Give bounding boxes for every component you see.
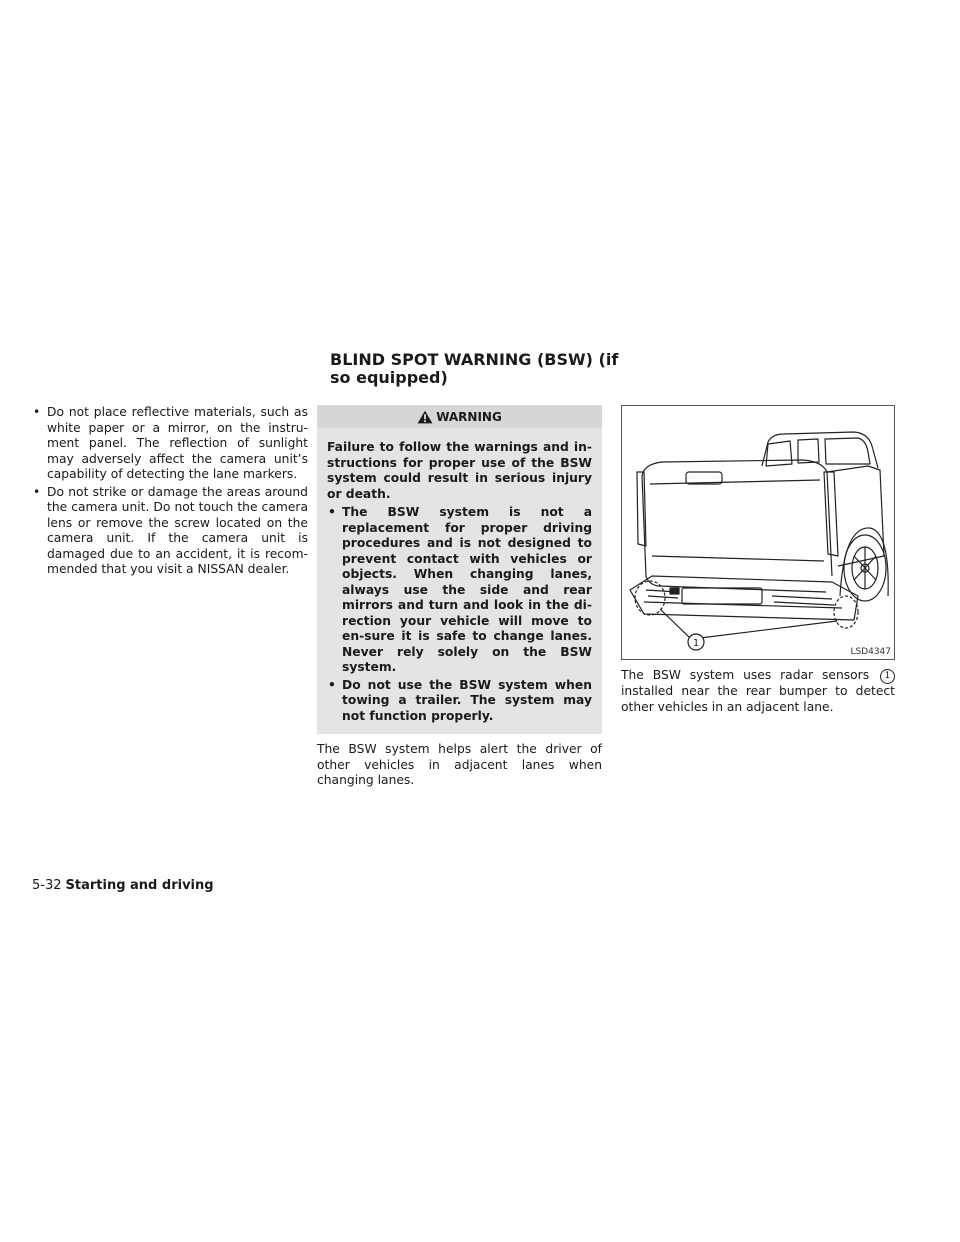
list-item: • Do not use the BSW system when towing a trailer. The system may not function properly. [327, 678, 592, 725]
middle-column [317, 405, 602, 789]
warning-header [317, 405, 602, 428]
page-footer [32, 878, 214, 893]
right-column [621, 405, 895, 715]
sensor-text-before: The BSW system uses radar sensors [621, 668, 870, 682]
warning-label: WARNING [436, 410, 502, 424]
list-item: • The BSW system is not a replacement for proper driving procedures and is not designed to prevent contact with vehicles or objects. When changing lanes, always use the side and rear mirrors and turn and look in the di-rection your vehicle will move to en-sure it is safe to change lanes. Never rely solely on the BSW system. [327, 505, 592, 676]
list-item: • Do not strike or damage the areas around the camera unit. Do not touch the camera lens or remove the screw located on the camera unit. If the camera unit is damaged due to an accident, it is recom-mended that you visit a NISSAN dealer. [32, 485, 308, 578]
list-item: • Do not place reflective materials, such as white paper or a mirror, on the instru-ment panel. The reflection of sunlight may adversely affect the camera unit’s capability of detecting the lane markers. [32, 405, 308, 483]
figure-callout-label: 1 [692, 638, 700, 649]
truck-rear-figure [621, 405, 895, 660]
truck-rear-illustration [622, 406, 894, 659]
warning-list [327, 505, 592, 724]
callout-number: 1 [880, 669, 895, 684]
camera-precautions-list [32, 405, 308, 578]
figure-code: LSD4347 [850, 647, 891, 657]
left-column [32, 405, 308, 580]
warning-triangle-icon [417, 410, 433, 424]
section-title: BLIND SPOT WARNING (BSW) (if so equipped) [330, 350, 619, 387]
warning-box [317, 405, 602, 734]
warning-lead: Failure to follow the warnings and in-structions for proper use of the BSW system could result in serious injury or death. [327, 440, 592, 501]
sensor-text-after: installed near the rear bumper to detect other vehicles in an adjacent lane. [621, 684, 895, 714]
page-number: 5-32 [32, 878, 62, 893]
sensor-description [621, 668, 895, 715]
bsw-description: The BSW system helps alert the driver of other vehicles in adjacent lanes when changing lanes. [317, 742, 602, 787]
chapter-title: Starting and driving [65, 878, 214, 893]
